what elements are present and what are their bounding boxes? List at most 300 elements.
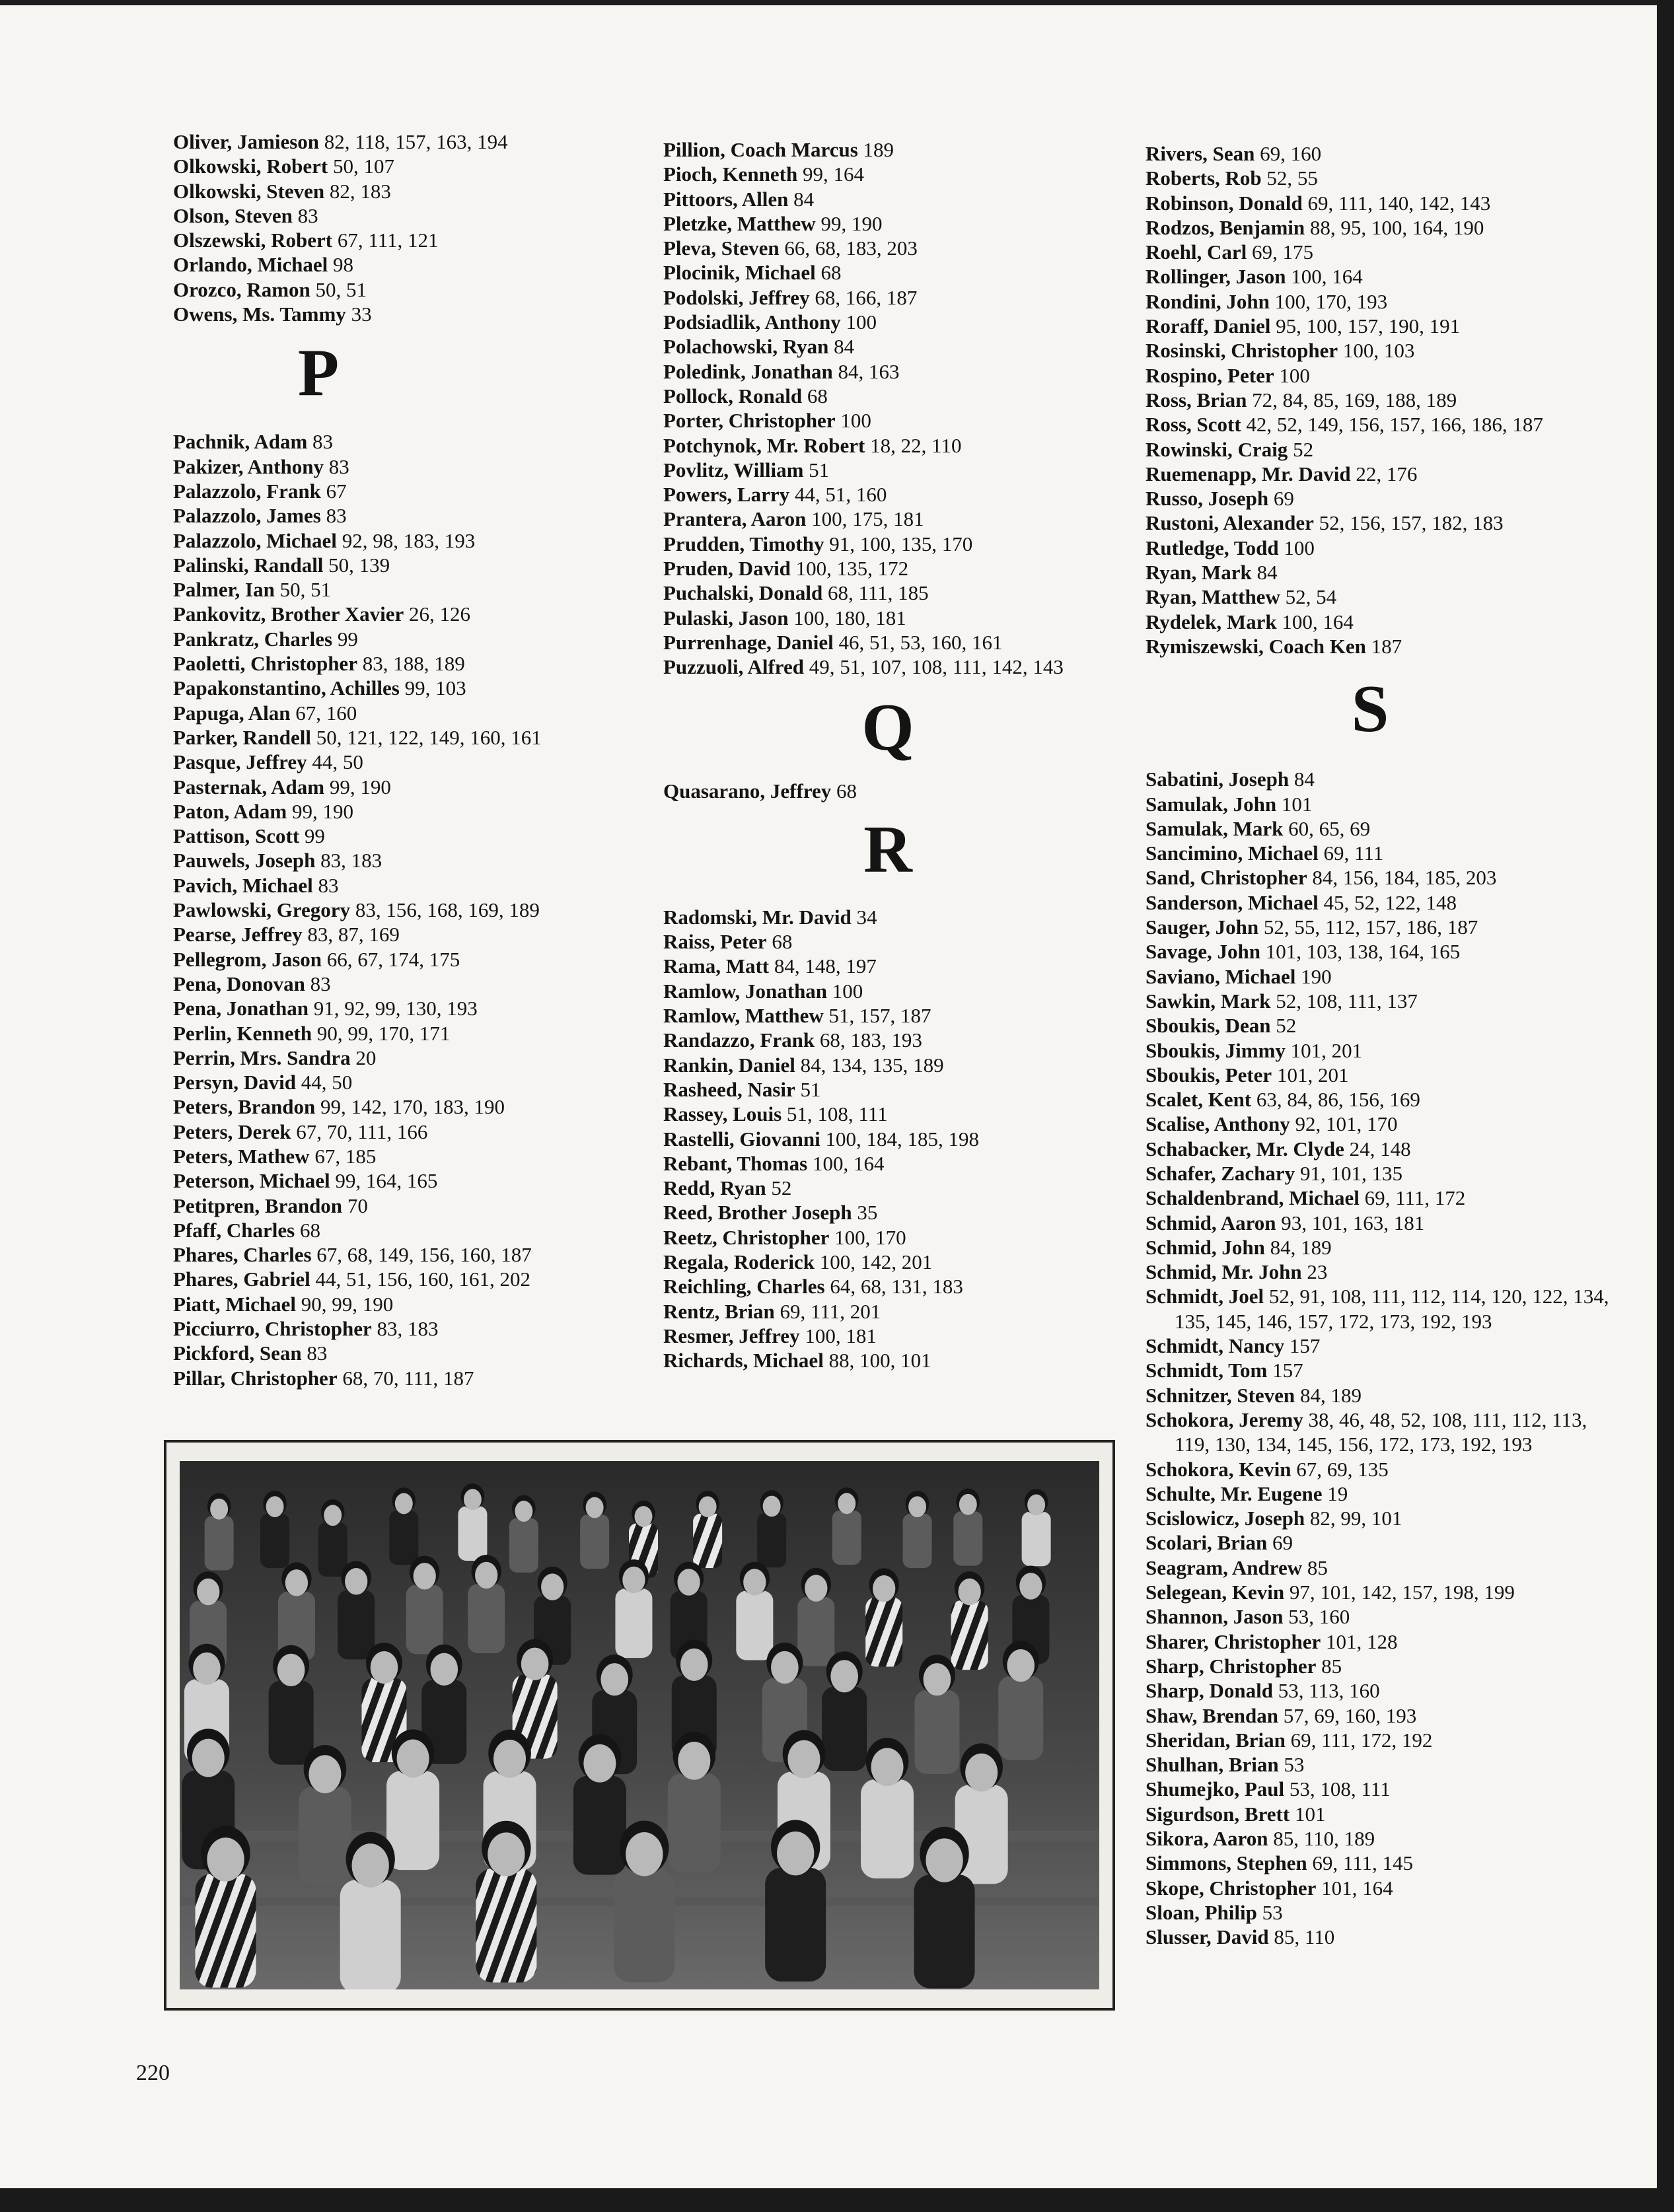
entry-name: Schmid, John: [1146, 1235, 1265, 1259]
entry-name: Pavich, Michael: [173, 873, 313, 897]
index-entry: [173, 1120, 636, 1144]
entry-name: Rodzos, Benjamin: [1146, 215, 1305, 239]
entry-pages: 101, 201: [1285, 1038, 1363, 1062]
entry-name: Rivers, Sean: [1146, 142, 1255, 165]
entry-name: Rustoni, Alexander: [1146, 511, 1314, 535]
entry-name: Peters, Derek: [173, 1120, 291, 1143]
index-column-1: [173, 129, 636, 1390]
entry-pages: 53, 160: [1283, 1605, 1350, 1629]
entry-name: Sancimino, Michael: [1146, 841, 1319, 865]
index-entry: [663, 1003, 1139, 1028]
index-entry: [173, 553, 636, 577]
entry-pages: 97, 101, 142, 157, 198, 199: [1284, 1581, 1515, 1604]
entry-pages: 84, 156, 184, 185, 203: [1307, 866, 1497, 890]
index-entry: [663, 334, 1139, 359]
entry-pages: 33: [346, 303, 372, 326]
section-letter-s: S: [1351, 672, 1389, 747]
entry-name: Regala, Roderick: [663, 1250, 815, 1273]
entry-pages: 84: [828, 335, 855, 359]
index-entry: [173, 996, 636, 1020]
entry-name: Pawlowski, Gregory: [173, 898, 351, 922]
entry-name: Reed, Brother Joseph: [663, 1201, 852, 1225]
entry-name: Rowinski, Craig: [1146, 437, 1288, 461]
entry-name: Schokora, Kevin: [1146, 1457, 1292, 1481]
index-entry: [173, 775, 636, 799]
entry-pages: 23: [1301, 1260, 1328, 1284]
index-entry: [663, 1200, 1139, 1225]
entry-pages: 50, 107: [328, 155, 394, 178]
entry-pages: 101, 164: [1316, 1876, 1393, 1900]
entry-pages: 50, 121, 122, 149, 160, 161: [310, 725, 542, 749]
entry-name: Scalise, Anthony: [1146, 1112, 1290, 1136]
entry-pages: 95, 100, 157, 190, 191: [1270, 314, 1461, 338]
entry-name: Rollinger, Jason: [1146, 265, 1286, 289]
section-letter-r: R: [863, 812, 912, 887]
index-entry: [173, 429, 636, 454]
entry-name: Powers, Larry: [663, 483, 790, 507]
entry-pages: 67, 69, 135: [1291, 1457, 1389, 1481]
entry-name: Rosinski, Christopher: [1146, 339, 1338, 363]
entry-pages: 51, 108, 111: [782, 1102, 888, 1126]
index-entry: [663, 954, 1139, 978]
entry-name: Pulaski, Jason: [663, 606, 789, 629]
index-entry: [1146, 1186, 1621, 1210]
index-entry: [1146, 1777, 1621, 1801]
entry-name: Pickford, Sean: [173, 1341, 302, 1365]
index-entry: [173, 479, 636, 503]
index-entry: [1146, 560, 1621, 585]
entry-name: Scolari, Brian: [1146, 1531, 1268, 1555]
entry-pages: 69, 111, 145: [1307, 1851, 1414, 1875]
index-entry: [173, 676, 636, 700]
entry-pages: 91, 100, 135, 170: [824, 532, 973, 555]
entry-name: Schmidt, Tom: [1146, 1359, 1268, 1382]
index-entry: [663, 1028, 1139, 1052]
index-entry: [1146, 585, 1621, 609]
index-entry: [173, 602, 636, 626]
entry-pages: 52, 156, 157, 182, 183: [1313, 511, 1504, 535]
entry-pages: 85, 110, 189: [1268, 1827, 1375, 1850]
entry-name: Papuga, Alan: [173, 701, 291, 725]
index-entry: [1146, 1580, 1621, 1604]
index-entry: [1146, 388, 1621, 412]
entry-name: Shannon, Jason: [1146, 1605, 1284, 1629]
entry-name: Pachnik, Adam: [173, 430, 308, 454]
entry-name: Schmidt, Nancy: [1146, 1334, 1285, 1358]
entry-name: Pauwels, Joseph: [173, 849, 316, 873]
entry-name: Pasternak, Adam: [173, 775, 325, 799]
entry-pages: 18, 22, 110: [865, 433, 962, 457]
index-list-r-continued: [1146, 141, 1621, 659]
entry-pages: 84: [788, 187, 815, 211]
entry-name: Scalet, Kent: [1146, 1088, 1252, 1112]
index-entry: [173, 1292, 636, 1316]
entry-name: Schafer, Zachary: [1146, 1161, 1295, 1185]
entry-pages: 99: [332, 627, 358, 651]
index-entry: [1146, 264, 1621, 289]
index-entry: [1146, 841, 1621, 865]
entry-pages: 99: [299, 824, 325, 848]
entry-pages: 99, 190: [324, 775, 391, 799]
entry-pages: 63, 84, 86, 156, 169: [1251, 1088, 1420, 1112]
entry-pages: 68, 183, 193: [815, 1028, 922, 1052]
entry-name: Puzzuoli, Alfred: [663, 655, 804, 679]
entry-pages: 69, 111, 172: [1359, 1186, 1466, 1210]
entry-pages: 83: [305, 972, 331, 995]
index-entry: [663, 606, 1139, 630]
entry-pages: 68: [815, 261, 842, 285]
entry-name: Sand, Christopher: [1146, 866, 1307, 890]
entry-pages: 20: [350, 1046, 377, 1069]
index-entry: [663, 1225, 1139, 1250]
index-entry: [173, 1316, 636, 1341]
index-entry: [173, 577, 636, 602]
entry-pages: 99, 190: [815, 211, 883, 235]
entry-name: Schmid, Mr. John: [1146, 1260, 1302, 1284]
entry-name: Rentz, Brian: [663, 1299, 775, 1323]
entry-name: Ramlow, Matthew: [663, 1004, 824, 1028]
entry-pages: 46, 51, 53, 160, 161: [833, 630, 1003, 654]
entry-pages: 68, 70, 111, 187: [337, 1366, 474, 1390]
entry-name: Paoletti, Christopher: [173, 652, 357, 676]
entry-name: Schaldenbrand, Michael: [1146, 1186, 1360, 1210]
entry-pages: 100, 180, 181: [788, 606, 906, 629]
entry-pages: 157: [1267, 1359, 1303, 1382]
entry-name: Raiss, Peter: [663, 930, 767, 954]
entry-name: Phares, Charles: [173, 1243, 312, 1267]
entry-name: Sanderson, Michael: [1146, 890, 1319, 914]
crowd-photo: [180, 1461, 1099, 1989]
index-entry: [1146, 1260, 1621, 1284]
index-entry: [1146, 1604, 1621, 1629]
index-entry: [173, 252, 636, 277]
index-entry: [663, 1102, 1139, 1126]
entry-pages: 68: [766, 930, 793, 954]
index-column-2: [663, 137, 1139, 1373]
entry-name: Sloan, Philip: [1146, 1900, 1257, 1924]
entry-name: Scislowicz, Joseph: [1146, 1507, 1305, 1530]
entry-name: Rebant, Thomas: [663, 1151, 808, 1175]
index-entry: [663, 408, 1139, 433]
index-entry: [1146, 191, 1621, 215]
index-entry: [173, 1218, 636, 1242]
entry-pages: 84, 163: [832, 359, 900, 383]
entry-name: Polachowski, Ryan: [663, 335, 829, 359]
entry-pages: 69, 111: [1318, 841, 1384, 865]
entry-pages: 189: [857, 138, 894, 161]
entry-name: Parker, Randell: [173, 725, 311, 749]
index-entry: [1146, 1802, 1621, 1826]
entry-name: Sboukis, Dean: [1146, 1014, 1271, 1038]
entry-pages: 68, 166, 187: [809, 285, 918, 309]
entry-name: Roraff, Daniel: [1146, 314, 1271, 338]
entry-pages: 26, 126: [404, 602, 471, 626]
entry-name: Olson, Steven: [173, 203, 293, 227]
index-entry: [1146, 1752, 1621, 1777]
crowd-photo-image: [180, 1461, 1099, 1989]
index-entry: [1146, 338, 1621, 363]
scan-edge-bottom: [0, 2188, 1674, 2212]
entry-pages: 69: [1268, 487, 1294, 511]
index-entry: [173, 873, 636, 898]
entry-pages: 52, 55, 112, 157, 186, 187: [1258, 915, 1478, 939]
index-entry: [173, 1168, 636, 1193]
entry-pages: 44, 50: [307, 750, 363, 774]
entry-name: Rasheed, Nasir: [663, 1077, 795, 1101]
entry-pages: 53, 113, 160: [1272, 1679, 1380, 1703]
index-list-q: [663, 779, 1139, 803]
entry-name: Savage, John: [1146, 940, 1260, 964]
entry-pages: 84: [1251, 561, 1278, 585]
entry-name: Pearse, Jeffrey: [173, 923, 303, 946]
index-entry: [173, 799, 636, 824]
entry-pages: 85, 110: [1268, 1925, 1335, 1949]
index-entry: [1146, 1703, 1621, 1728]
entry-name: Schnitzer, Steven: [1146, 1383, 1295, 1407]
index-entry: [1146, 964, 1621, 989]
entry-pages: 52: [1288, 437, 1314, 461]
entry-name: Pasque, Jeffrey: [173, 750, 307, 774]
entry-name: Ryan, Matthew: [1146, 585, 1280, 609]
entry-name: Porter, Christopher: [663, 409, 836, 433]
index-entry: [663, 532, 1139, 556]
index-entry: [1146, 767, 1621, 791]
entry-pages: 69, 111, 172, 192: [1285, 1728, 1433, 1752]
entry-pages: 84, 189: [1264, 1235, 1332, 1259]
index-entry: [663, 384, 1139, 408]
entry-pages: 101: [1276, 792, 1313, 816]
index-column-3: [1146, 141, 1621, 1949]
index-entry: [663, 1077, 1139, 1102]
entry-pages: 68, 111, 185: [822, 581, 929, 605]
index-list-o: [173, 129, 636, 326]
index-entry: [663, 458, 1139, 482]
index-entry: [1146, 939, 1621, 964]
entry-name: Randazzo, Frank: [663, 1028, 815, 1052]
entry-name: Paton, Adam: [173, 799, 287, 823]
index-list-s: [1146, 767, 1621, 1949]
entry-name: Sheridan, Brian: [1146, 1728, 1286, 1752]
entry-name: Peterson, Michael: [173, 1169, 330, 1193]
entry-pages: 67, 111, 121: [332, 229, 439, 252]
entry-name: Simmons, Stephen: [1146, 1851, 1307, 1875]
entry-pages: 83: [307, 430, 334, 454]
entry-name: Phares, Gabriel: [173, 1267, 310, 1291]
entry-name: Peters, Brandon: [173, 1095, 316, 1119]
entry-pages: 100, 170: [829, 1225, 906, 1249]
entry-pages: 82, 183: [324, 179, 391, 203]
entry-pages: 84, 148, 197: [769, 954, 877, 978]
index-entry: [173, 129, 636, 154]
entry-name: Poledink, Jonathan: [663, 359, 833, 383]
entry-name: Rospino, Peter: [1146, 363, 1274, 387]
entry-pages: 83, 188, 189: [357, 652, 465, 676]
entry-pages: 100, 175, 181: [806, 507, 924, 531]
entry-name: Purrenhage, Daniel: [663, 630, 834, 654]
entry-name: Ryan, Mark: [1146, 561, 1252, 585]
index-entry: [1146, 1457, 1621, 1481]
index-entry: [1146, 1358, 1621, 1382]
entry-pages: 24, 148: [1344, 1137, 1411, 1160]
index-list-r: [663, 905, 1139, 1373]
entry-pages: 85: [1316, 1654, 1342, 1678]
index-entry: [663, 929, 1139, 954]
entry-name: Radomski, Mr. David: [663, 905, 852, 929]
index-entry: [1146, 865, 1621, 890]
entry-pages: 101, 128: [1321, 1629, 1398, 1653]
entry-pages: 67, 68, 149, 156, 160, 187: [311, 1243, 532, 1267]
entry-pages: 100: [840, 310, 877, 334]
entry-pages: 34: [851, 905, 877, 929]
index-list-p-continued: [663, 137, 1139, 680]
index-entry: [1146, 1013, 1621, 1038]
entry-pages: 70: [342, 1194, 368, 1217]
index-entry: [1146, 1408, 1621, 1457]
entry-pages: 45, 52, 122, 148: [1318, 890, 1457, 914]
index-entry: [173, 1341, 636, 1365]
entry-name: Potchynok, Mr. Robert: [663, 433, 865, 457]
entry-pages: 187: [1365, 634, 1402, 658]
entry-name: Oliver, Jamieson: [173, 130, 320, 153]
entry-pages: 100: [1278, 536, 1315, 559]
entry-pages: 100, 103: [1338, 339, 1415, 363]
entry-pages: 82, 118, 157, 163, 194: [319, 130, 508, 153]
index-entry: [1146, 141, 1621, 166]
index-entry: [173, 277, 636, 302]
index-entry: [663, 162, 1139, 186]
entry-name: Prantera, Aaron: [663, 507, 807, 531]
entry-name: Pakizer, Anthony: [173, 454, 324, 478]
entry-name: Pfaff, Charles: [173, 1218, 295, 1242]
entry-name: Palazzolo, James: [173, 504, 321, 528]
index-entry: [1146, 1038, 1621, 1063]
entry-pages: 90, 99, 190: [295, 1292, 394, 1316]
entry-pages: 52, 108, 111, 137: [1270, 989, 1418, 1013]
entry-name: Roberts, Rob: [1146, 166, 1262, 190]
entry-name: Rankin, Daniel: [663, 1053, 795, 1077]
index-entry: [173, 1267, 636, 1291]
entry-name: Sharp, Donald: [1146, 1679, 1273, 1703]
entry-name: Pankratz, Charles: [173, 627, 333, 651]
index-entry: [1146, 511, 1621, 535]
entry-pages: 50, 139: [323, 553, 390, 577]
index-entry: [663, 556, 1139, 581]
entry-name: Schokora, Jeremy: [1146, 1408, 1303, 1431]
index-entry: [663, 211, 1139, 236]
entry-name: Pleva, Steven: [663, 236, 780, 260]
entry-pages: 83: [312, 873, 339, 897]
index-entry: [1146, 1383, 1621, 1408]
entry-pages: 51, 157, 187: [823, 1004, 931, 1028]
entry-name: Roehl, Carl: [1146, 240, 1247, 264]
index-entry: [663, 1348, 1139, 1373]
entry-name: Seagram, Andrew: [1146, 1555, 1303, 1579]
index-entry: [173, 1242, 636, 1267]
entry-pages: 83, 156, 168, 169, 189: [350, 898, 540, 922]
index-entry: [663, 979, 1139, 1003]
entry-name: Pena, Jonathan: [173, 997, 309, 1020]
entry-name: Owens, Ms. Tammy: [173, 303, 346, 326]
index-entry: [1146, 1087, 1621, 1112]
entry-name: Ross, Brian: [1146, 388, 1247, 411]
entry-name: Rassey, Louis: [663, 1102, 782, 1126]
entry-pages: 69, 160: [1255, 142, 1322, 165]
entry-name: Pioch, Kenneth: [663, 162, 798, 186]
entry-pages: 100, 164: [1286, 265, 1363, 289]
index-list-p: [173, 429, 636, 1390]
entry-pages: 100: [1274, 363, 1310, 387]
index-entry: [1146, 240, 1621, 264]
entry-name: Schabacker, Mr. Clyde: [1146, 1137, 1344, 1160]
index-entry: [173, 1021, 636, 1046]
index-entry: [173, 1070, 636, 1094]
entry-name: Pillar, Christopher: [173, 1366, 338, 1390]
entry-name: Selegean, Kevin: [1146, 1581, 1285, 1604]
index-entry: [1146, 1555, 1621, 1580]
entry-pages: 92, 101, 170: [1290, 1112, 1398, 1136]
entry-name: Persyn, David: [173, 1071, 296, 1094]
index-entry: [1146, 437, 1621, 462]
index-entry: [1146, 634, 1621, 659]
index-entry: [173, 1144, 636, 1168]
entry-pages: 44, 51, 160: [789, 483, 887, 507]
entry-name: Picciurro, Christopher: [173, 1317, 372, 1341]
index-entry: [173, 454, 636, 479]
entry-pages: 99, 103: [399, 676, 466, 700]
entry-name: Pruden, David: [663, 557, 791, 581]
entry-pages: 66, 67, 174, 175: [322, 947, 460, 971]
entry-name: Redd, Ryan: [663, 1176, 766, 1200]
entry-pages: 99, 142, 170, 183, 190: [315, 1095, 505, 1119]
entry-name: Sauger, John: [1146, 915, 1259, 939]
index-entry: [1146, 1629, 1621, 1654]
entry-name: Sharp, Christopher: [1146, 1654, 1317, 1678]
index-entry: [663, 433, 1139, 458]
entry-name: Samulak, John: [1146, 792, 1277, 816]
index-entry: [173, 627, 636, 651]
entry-pages: 44, 50: [296, 1071, 353, 1094]
index-entry: [173, 824, 636, 848]
index-entry: [1146, 1506, 1621, 1530]
index-entry: [1146, 412, 1621, 437]
entry-name: Palazzolo, Michael: [173, 528, 337, 552]
index-entry: [663, 285, 1139, 310]
index-entry: [173, 203, 636, 228]
entry-name: Piatt, Michael: [173, 1292, 296, 1316]
entry-pages: 82, 99, 101: [1305, 1507, 1402, 1530]
index-entry: [1146, 1161, 1621, 1186]
entry-name: Olszewski, Robert: [173, 229, 333, 252]
entry-pages: 101, 103, 138, 164, 165: [1260, 940, 1461, 964]
index-entry: [663, 1299, 1139, 1324]
index-entry: [663, 1151, 1139, 1176]
entry-pages: 52, 54: [1280, 585, 1337, 609]
index-entry: [1146, 890, 1621, 915]
scan-edge-top: [0, 0, 1674, 5]
entry-pages: 83: [301, 1341, 328, 1365]
entry-pages: 49, 51, 107, 108, 111, 142, 143: [803, 655, 1064, 679]
entry-pages: 99, 190: [287, 799, 353, 823]
entry-pages: 83: [323, 454, 349, 478]
entry-pages: 68: [831, 779, 857, 803]
index-entry: [173, 922, 636, 946]
entry-pages: 52, 91, 108, 111, 112, 114, 120, 122, 134, 135, 145, 146, 157, 172, 173, 192, 193: [1175, 1285, 1609, 1333]
index-entry: [173, 651, 636, 676]
entry-name: Prudden, Timothy: [663, 532, 824, 555]
entry-name: Sharer, Christopher: [1146, 1629, 1321, 1653]
entry-pages: 93, 101, 163, 181: [1276, 1211, 1425, 1234]
entry-name: Sikora, Aaron: [1146, 1827, 1268, 1850]
